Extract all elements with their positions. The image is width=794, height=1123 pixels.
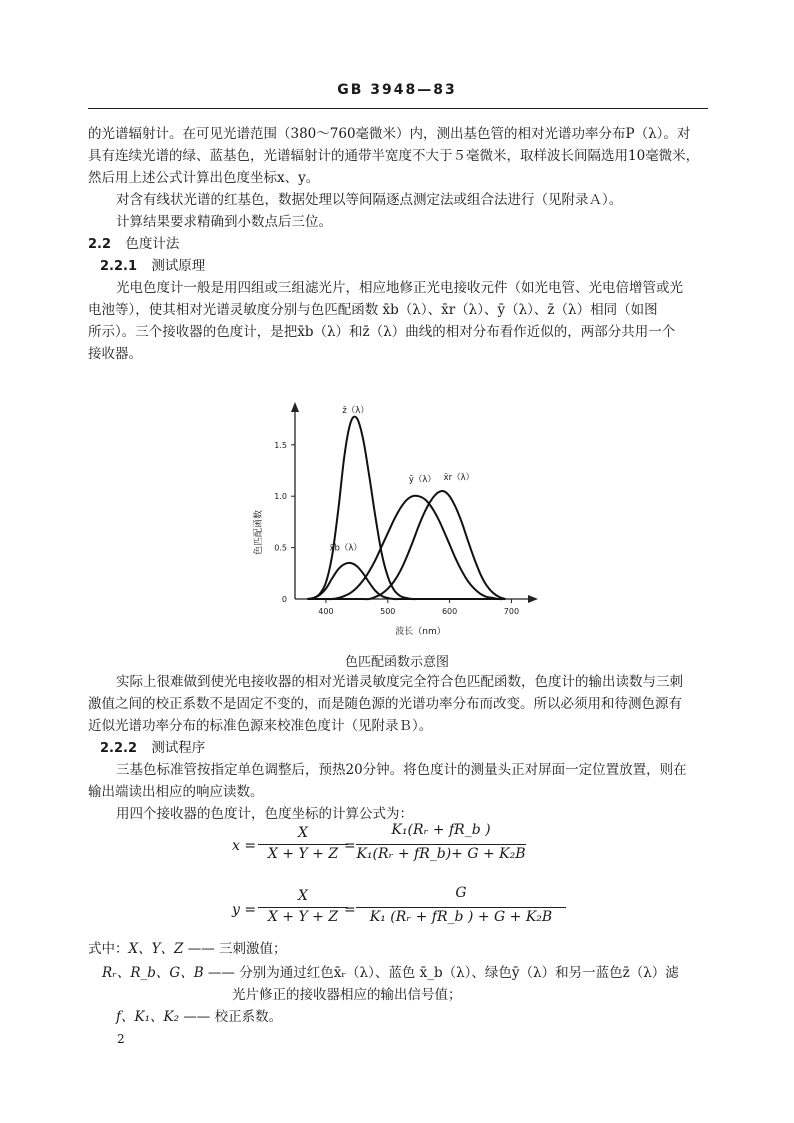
chart-series-group bbox=[307, 417, 505, 600]
formula-y-den2: K₁ (Rᵣ + fR_b ) + G + K₂B bbox=[369, 909, 553, 925]
formula-y-eq: = bbox=[344, 902, 356, 918]
series-label-1: x̄b（λ） bbox=[329, 543, 362, 554]
section-title: 色度计法 bbox=[125, 236, 180, 252]
page-number: 2 bbox=[117, 1032, 125, 1046]
x-tick-label: 600 bbox=[441, 607, 458, 616]
formula-y-lhs: y = bbox=[232, 902, 257, 918]
intro-line-1: 的光谱辐射计。在可见光谱范围（380～760毫微米）内，测出基色管的相对光谱功率分布P（λ）。对 bbox=[88, 126, 691, 142]
x-axis-arrow bbox=[528, 595, 538, 603]
series-line-1 bbox=[307, 563, 505, 599]
series-label-3: x̄r（λ） bbox=[443, 472, 475, 483]
formula-y-bar2 bbox=[356, 907, 566, 908]
origin-label: 0 bbox=[281, 595, 287, 604]
formula-x-den1: X + Y + Z bbox=[267, 846, 339, 862]
section-number: 2.2.1 bbox=[100, 259, 138, 274]
legend-row-2 bbox=[102, 962, 679, 984]
y-axis-arrow bbox=[291, 402, 299, 412]
formula-y-bar1 bbox=[258, 907, 348, 908]
legend-row-2-cont: 光片修正的接收器相应的输出信号值； bbox=[232, 987, 462, 1003]
legend-dash: —— bbox=[187, 941, 215, 957]
legend-desc: 校正系数。 bbox=[214, 1009, 283, 1025]
formula-x-den2: K₁(Rᵣ + fR_b)+ G + K₂B bbox=[356, 846, 526, 862]
chart-labels-group bbox=[252, 406, 519, 637]
principle-line-4: 接收器。 bbox=[88, 346, 142, 362]
legend-desc: 分别为通过红色x̄ᵣ（λ）、蓝色 x̄_b（λ）、绿色ȳ（λ）和另一蓝色z̄（λ）滤 bbox=[239, 965, 679, 981]
after-chart-line-1: 实际上很难做到使光电接收器的相对光谱灵敏度完全符合色匹配函数，色度计的输出读数与三刺 bbox=[116, 674, 683, 690]
principle-line-3: 所示）。三个接收器的色度计，是把x̄b（λ）和z̄（λ）曲线的相对分布看作近似的，两部分共用一个 bbox=[88, 324, 676, 340]
header-rule bbox=[88, 108, 708, 109]
color-matching-chart bbox=[240, 396, 540, 642]
section-number: 2.2.2 bbox=[100, 741, 138, 756]
page-header-standard: GB 3948—83 bbox=[337, 82, 457, 98]
section-number: 2.2 bbox=[88, 237, 112, 252]
after-chart-line-2: 激值之间的校正系数不是固定不变的，而是随色源的光谱功率分布而改变。所以必须用和待测色源有 bbox=[88, 696, 682, 712]
legend-dash: —— bbox=[207, 965, 235, 981]
after-chart-line-3: 近似光谱功率分布的标准色源来校准色度计（见附录Ｂ）。 bbox=[88, 718, 433, 734]
formula-x-bar2 bbox=[356, 844, 526, 845]
section-2-2-2-heading bbox=[100, 737, 205, 760]
procedure-line-3: 用四个接收器的色度计，色度坐标的计算公式为： bbox=[116, 806, 413, 822]
y-axis-label: 色匹配函数 bbox=[254, 509, 264, 556]
legend-row-3 bbox=[116, 1006, 282, 1028]
formula-x-num1: X bbox=[298, 825, 308, 841]
section-title: 测试程序 bbox=[151, 740, 206, 756]
formula-y-den1: X + Y + Z bbox=[267, 909, 339, 925]
formula-x-lhs: x = bbox=[232, 838, 257, 854]
formula-x-bar1 bbox=[258, 844, 348, 845]
legend-row-1 bbox=[88, 938, 287, 960]
section-2-2-1-heading bbox=[100, 255, 205, 278]
x-tick-label: 700 bbox=[503, 607, 520, 616]
intro-line-4: 对含有线状光谱的红基色，数据处理以等间隔逐点测定法或组合法进行（见附录Ａ）。 bbox=[116, 192, 623, 208]
formula-x-num2: K₁(Rᵣ + fR_b ) bbox=[391, 822, 491, 838]
section-title: 测试原理 bbox=[151, 258, 206, 274]
y-tick-label: 1.0 bbox=[274, 492, 287, 502]
intro-line-2: 具有连续光谱的绿、蓝基色，光谱辐射计的通带半宽度不大于５毫微米，取样波长间隔选用10毫微米， bbox=[88, 148, 700, 164]
series-label-2: ȳ（λ） bbox=[408, 474, 436, 485]
formula-y-num1: X bbox=[298, 888, 308, 904]
legend-terms: f、K₁、K₂ bbox=[116, 1009, 179, 1025]
series-label-0: z̄（λ） bbox=[342, 406, 369, 416]
intro-line-5: 计算结果要求精确到小数点后三位。 bbox=[116, 214, 332, 230]
x-axis-label: 波长（nm） bbox=[395, 627, 446, 637]
x-tick-label: 500 bbox=[380, 607, 396, 616]
legend-intro: 式中： bbox=[88, 941, 129, 957]
y-tick-label: 1.5 bbox=[274, 440, 287, 450]
procedure-line-1: 三基色标准管按指定单色调整后，预热20分钟。将色度计的测量头正对屏面一定位置放置，则在 bbox=[116, 762, 687, 778]
x-tick-label: 400 bbox=[318, 607, 334, 616]
formula-y-num2: G bbox=[455, 885, 467, 901]
legend-dash: —— bbox=[183, 1009, 211, 1025]
section-2-2-heading bbox=[88, 233, 179, 256]
legend-terms: X、Y、Z bbox=[128, 941, 184, 957]
legend-terms: Rᵣ、R_b、G、B bbox=[102, 965, 204, 981]
y-tick-label: 0.5 bbox=[274, 543, 287, 553]
chart-caption: 色匹配函数示意图 bbox=[344, 655, 449, 670]
principle-line-1: 光电色度计一般是用四组或三组滤光片，相应地修正光电接收元件（如光电管、光电倍增管或光 bbox=[116, 280, 683, 296]
legend-desc: 三刺激值； bbox=[219, 941, 287, 957]
formula-x-eq: = bbox=[344, 838, 356, 854]
procedure-line-2: 输出端读出相应的响应读数。 bbox=[88, 784, 264, 800]
intro-line-3: 然后用上述公式计算出色度坐标x、y。 bbox=[88, 170, 320, 186]
principle-line-2: 电池等），使其相对光谱灵敏度分别与色匹配函数 x̄b（λ）、x̄r（λ）、ȳ（λ）、z̄（λ）相同（如图 bbox=[88, 302, 658, 318]
